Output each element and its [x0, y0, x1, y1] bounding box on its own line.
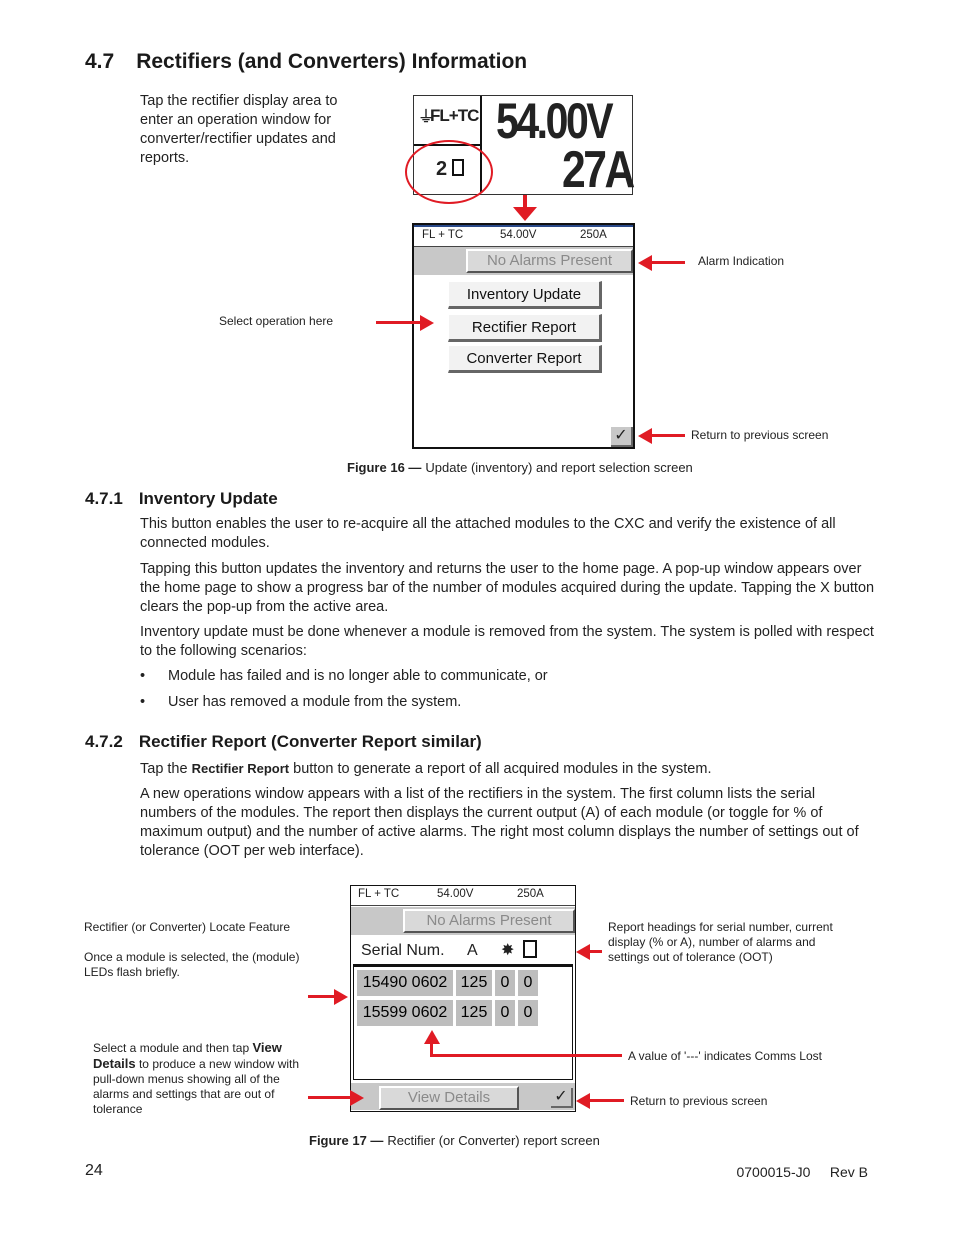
return17-callout: Return to previous screen: [630, 1094, 768, 1108]
alarm-bell-icon[interactable]: ✸: [501, 942, 515, 959]
paragraph: Inventory update must be done whenever a module is removed from the system. The system is polled with respect to the following scenarios:: [140, 624, 874, 659]
para-bold: Rectifier Report: [191, 761, 290, 776]
alarm-arrow-line: [650, 261, 685, 264]
cell-oot[interactable]: 0: [518, 970, 538, 996]
intro-text: Tap the rectifier display area to enter an operation window for converter/rectifier updates and reports.: [140, 93, 338, 166]
paragraph: [140, 759, 875, 779]
page-number: 24: [85, 1162, 103, 1179]
view-arrow-line: [308, 1096, 352, 1099]
alarm-callout: Alarm Indication: [698, 254, 785, 268]
list-item-text: User has removed a module from the system.: [168, 694, 462, 710]
section-heading: [85, 50, 527, 74]
cell-oot[interactable]: 0: [518, 1000, 538, 1026]
list-item: [140, 694, 461, 710]
report-header: [353, 938, 573, 966]
home-voltage: 54.00V: [496, 93, 612, 149]
status-mode: FL + TC: [422, 229, 464, 241]
cell-alarms[interactable]: 0: [495, 970, 515, 996]
figure17-text: Rectifier (or Converter) report screen: [387, 1133, 600, 1148]
return17-arrow-line: [588, 1099, 624, 1102]
status-current: 250A: [517, 888, 544, 900]
fig16-status-bar: [414, 225, 633, 247]
headings-arrow-line: [588, 950, 602, 953]
down-arrow-head: [513, 207, 537, 221]
header-current[interactable]: A: [467, 942, 478, 959]
highlight-circle: [405, 140, 493, 204]
select-arrow-line: [376, 321, 422, 324]
para-text: button to generate a report of all acquired modules in the system.: [289, 761, 712, 777]
subsection-2-heading: [85, 732, 482, 752]
battery-icon: ⏚: [418, 109, 435, 126]
status-voltage: 54.00V: [500, 229, 537, 241]
fig17-alarm-bar: [351, 907, 575, 935]
status-voltage: 54.00V: [437, 888, 474, 900]
alarm-button[interactable]: No Alarms Present: [466, 249, 633, 273]
fig16-alarm-bar: [414, 247, 633, 275]
cell-serial[interactable]: 15490 0602: [357, 970, 453, 996]
subsection-2-title: Rectifier Report (Converter Report similar): [138, 732, 482, 751]
fig17-screen: [350, 885, 576, 1112]
converter-report-button[interactable]: Converter Report: [448, 345, 602, 373]
callout-text: to produce a new window with pull-down menus showing all of the alarms and settings that are out of tolerance: [93, 1057, 300, 1116]
check-icon[interactable]: ✓: [611, 427, 633, 447]
alarm-button[interactable]: No Alarms Present: [403, 909, 575, 933]
locate-callout: Rectifier (or Converter) Locate Feature: [84, 920, 291, 934]
document-id: 0700015-J0 Rev B: [736, 1164, 868, 1180]
comms-arrow-line: [430, 1054, 622, 1057]
locate-arrow-line: [308, 995, 336, 998]
paragraph: This button enables the user to re-acquire all the attached modules to the CXC and verify the existence of all connected modules.: [140, 516, 836, 551]
return-callout: Return to previous screen: [691, 428, 829, 442]
headings-callout: Report headings for serial number, current display (% or A), number of alarms and settings out of tolerance (OOT): [608, 920, 833, 964]
figure17-label: Figure 17 —: [309, 1133, 384, 1148]
view-details-button[interactable]: View Details: [379, 1086, 519, 1110]
home-mode: FL+TC: [430, 106, 479, 125]
figure17-caption: [309, 1133, 600, 1148]
view-details-callout: [93, 1040, 311, 1117]
para-text: Tap the: [140, 761, 192, 777]
home-current: 27A: [562, 141, 633, 199]
inventory-update-button[interactable]: Inventory Update: [448, 281, 602, 309]
view-arrow-head: [350, 1090, 364, 1106]
fig17-status-bar: [351, 886, 575, 906]
callout-bold: View Details: [93, 1040, 282, 1071]
section-number: 4.7: [85, 50, 115, 73]
return-arrow-line: [650, 434, 685, 437]
status-current: 250A: [580, 229, 607, 241]
oot-icon[interactable]: [523, 940, 537, 958]
paragraph: A new operations window appears with a list of the rectifiers in the system. The first column lists the serial numbers of the modules. The report then displays the current output (A) of each module (or toggle for % of maximum output) and the number of active alarms. The right most column displays the number of settings out of tolerance (OOT per web interface).: [140, 786, 859, 859]
cell-alarms[interactable]: 0: [495, 1000, 515, 1026]
figure16-label: Figure 16 —: [347, 460, 422, 475]
fig16-screen: [412, 223, 635, 449]
list-item: [140, 668, 548, 684]
header-serial[interactable]: Serial Num.: [361, 942, 445, 959]
select-callout: Select operation here: [219, 314, 334, 328]
callout-text: Select a module and then tap: [93, 1041, 253, 1055]
comms-callout: A value of '---' indicates Comms Lost: [628, 1049, 822, 1063]
subsection-2-number: 4.7.2: [85, 732, 123, 751]
cell-serial[interactable]: 15599 0602: [357, 1000, 453, 1026]
section-title: Rectifiers (and Converters) Information: [136, 50, 528, 73]
figure16-text: Update (inventory) and report selection screen: [425, 460, 693, 475]
subsection-1-number: 4.7.1: [85, 489, 123, 508]
leds-callout: Once a module is selected, the (module) LEDs flash briefly.: [84, 950, 300, 979]
bullet-glyph: •: [140, 694, 146, 710]
select-arrow-head: [420, 315, 434, 331]
rectifier-report-button[interactable]: Rectifier Report: [448, 314, 602, 342]
subsection-1-title: Inventory Update: [138, 489, 278, 508]
locate-arrow-head: [334, 989, 348, 1005]
paragraph: Tapping this button updates the inventory and returns the user to the home page. A pop-up window appears over the home page to show a progress bar of the number of modules acquired during the update. Tapping the X button clears the pop-up from the active area.: [140, 561, 875, 615]
check-icon[interactable]: ✓: [551, 1088, 573, 1108]
subsection-1-heading: [85, 489, 278, 509]
list-item-text: Module has failed and is no longer able to communicate, or: [168, 668, 548, 684]
cell-current[interactable]: 125: [456, 970, 492, 996]
home-count: 2: [436, 158, 448, 180]
figure16-caption: [347, 460, 693, 475]
report-list: [353, 966, 573, 1080]
status-mode: FL + TC: [358, 888, 400, 900]
cell-current[interactable]: 125: [456, 1000, 492, 1026]
bullet-glyph: •: [140, 668, 146, 684]
